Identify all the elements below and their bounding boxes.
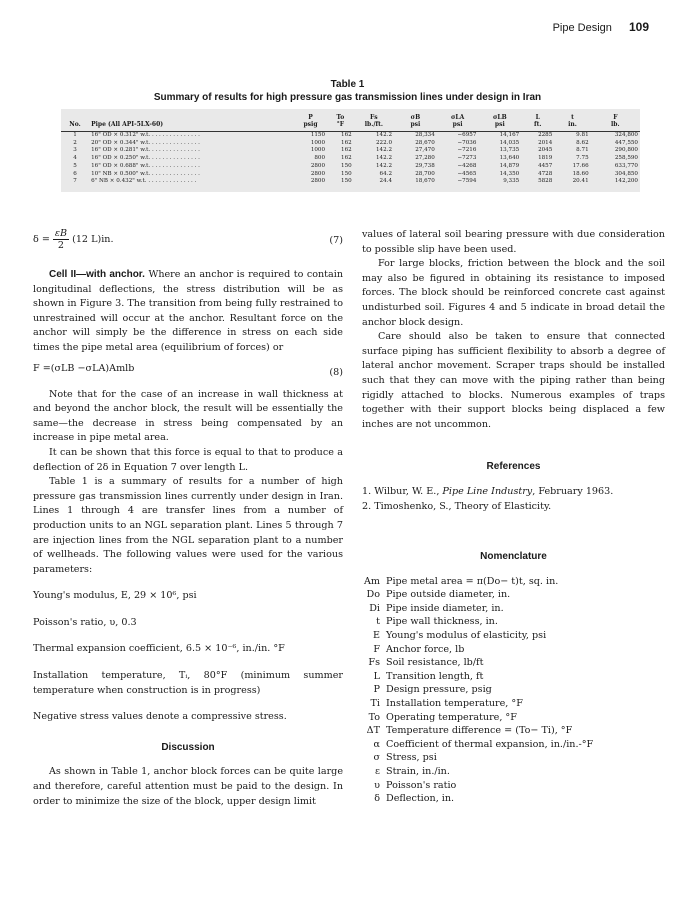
running-title: Pipe Design	[552, 22, 612, 34]
column-header: P psig	[294, 109, 327, 132]
eq7-number: (7)	[329, 235, 343, 246]
table-cell: 24.4	[379, 178, 393, 185]
equation-7	[33, 228, 343, 260]
nomenclature-item	[362, 588, 665, 602]
table-row	[61, 155, 640, 163]
table-cell: 1150	[310, 132, 326, 138]
table-cell: 29,738	[415, 162, 435, 169]
table-cell: 2045	[538, 147, 553, 154]
column-header: σB psi	[394, 109, 437, 132]
table-row	[61, 132, 640, 140]
nomenclature-symbol: E	[372, 630, 380, 642]
table-cell: 9.81	[576, 132, 589, 138]
table-cell: 14,167	[499, 132, 520, 138]
nomenclature-symbol: Di	[369, 602, 380, 614]
nomenclature-symbol: P	[373, 684, 380, 696]
note-paragraph: Note that for the case of an increase in wall thickness at and beyond the anchor block, the result will be essentially the same—the decrease in stress being compensated by an increase in pipe metal area.	[33, 388, 343, 444]
force-paragraph: It can be shown that this force is equal to that to produce a deflection of 2δ in Equation 7 over length L.	[33, 446, 343, 473]
eq7-fraction	[53, 228, 69, 251]
nomenclature-definition: Pipe outside diameter, in.	[386, 589, 511, 601]
nomenclature-symbol: t	[376, 616, 380, 628]
column-header: t in.	[554, 109, 590, 132]
nomenclature-symbol: ΔT	[366, 725, 380, 737]
nomenclature-definition: Temperature difference = (To− Ti), °F	[386, 725, 573, 737]
nomenclature-definition: Poisson's ratio	[386, 779, 457, 791]
table-cell: 18.60	[572, 170, 589, 177]
table-cell: 4457	[538, 162, 553, 169]
table-cell: 142.2	[376, 132, 393, 138]
nomenclature-item	[362, 575, 665, 589]
table-cell: 18,670	[415, 178, 435, 185]
table-cell: 162	[341, 132, 352, 138]
table-cell: −7036	[457, 139, 477, 146]
table-cell: 150	[341, 170, 352, 177]
table-row	[61, 140, 640, 148]
nomenclature-item	[362, 629, 665, 643]
table-cell: 5828	[538, 178, 553, 185]
nomenclature-symbol: Do	[366, 589, 380, 601]
equation-8	[33, 362, 343, 388]
table-cell: 162	[341, 147, 352, 154]
nomenclature-definition: Pipe wall thickness, in.	[386, 616, 498, 628]
nomenclature-symbol: υ	[374, 779, 380, 791]
table-cell: 222.0	[376, 139, 393, 146]
nomenclature-definition: Pipe inside diameter, in.	[386, 602, 504, 614]
table-cell: 9,335	[503, 178, 520, 185]
nomenclature-symbol: σ	[373, 752, 380, 764]
eq7-lhs: δ =	[33, 234, 50, 245]
nomenclature-symbol: To	[368, 711, 380, 723]
running-header	[553, 20, 649, 34]
cell2-text: Where an anchor is required to contain longitudinal deflections, the stress distribution will be as shown in Figure 3. The transition from being fully restrained to unrestrained will occur at the anchor. Resultant force on the anchor will simply be the difference in stress on each side times the pipe metal area (equilibrium of forces) or	[33, 269, 344, 353]
nomenclature-symbol: F	[373, 643, 380, 655]
nomenclature-definition: Anchor force, lb	[386, 643, 465, 655]
eq7-denominator: 2	[57, 240, 65, 251]
table-summary-paragraph: Table 1 is a summary of results for a number of high pressure gas transmission lines currently under design in Iran. Lines 1 through 4 are transfer lines from a number of production units to an NGL separation plant. Lines 5 through 7 are injection lines from the NGL separation plant to a number of wellheads. The following values were used for the various parameters:	[33, 476, 343, 575]
table-cell: 7	[73, 178, 77, 185]
nomenclature-symbol: α	[373, 738, 380, 750]
discussion-paragraph: As shown in Table 1, anchor block forces can be quite large and therefore, careful attention must be paid to the design. In order to minimize the size of the block, upper design limit	[33, 766, 343, 807]
table-cell: 13,735	[499, 147, 520, 154]
nomenclature-heading: Nomenclature	[480, 551, 547, 563]
table-cell: 1	[73, 132, 77, 138]
left-column	[33, 228, 343, 809]
table-cell: 1000	[310, 147, 326, 154]
table-row	[61, 171, 640, 179]
large-blocks-paragraph: For large blocks, friction between the block and the soil may also be figured in obtaining its resistance to imposed forces. The block should be reinforced concrete cast against undisturbed soil. Figures 4 and 5 indicate in broad detail the anchor block design.	[362, 258, 665, 328]
table-cell: 1819	[538, 155, 553, 162]
table-cell: 2800	[310, 178, 326, 185]
table-cell: −7273	[457, 155, 477, 162]
table-cell: 142.2	[376, 147, 393, 154]
nomenclature-item	[362, 656, 665, 670]
table-cell: −4565	[457, 170, 477, 177]
nomenclature-definition: Young's modulus of elasticity, psi	[386, 630, 547, 642]
results-table	[61, 109, 640, 192]
table-cell: −7216	[457, 147, 477, 154]
table-cell: 28,334	[415, 132, 435, 138]
column-header: No.	[61, 109, 89, 132]
nomenclature-definition: Installation temperature, °F	[386, 698, 523, 710]
nomenclature-symbol: Fs	[368, 657, 380, 669]
table-cell: 6	[73, 170, 77, 177]
page-number: 109	[628, 20, 649, 34]
column-header: σLB psi	[478, 109, 521, 132]
table-cell: 447,550	[614, 139, 638, 146]
table-cell: 162	[341, 139, 352, 146]
table-cell: 4	[73, 155, 77, 162]
nomenclature-definition: Operating temperature, °F	[386, 711, 517, 723]
table-cell: 800	[314, 155, 326, 162]
discussion-heading: Discussion	[161, 741, 215, 753]
table-cell: 27,280	[415, 155, 435, 162]
table-cell: 2285	[538, 132, 553, 138]
column-header: Fs lb./ft.	[354, 109, 394, 132]
nomenclature-definition: Coefficient of thermal expansion, in./in.-°F	[386, 738, 594, 750]
table-cell: 16" OD × 0.688" w.t. . . . . . . . . . . . . . .	[91, 162, 200, 169]
column-header: Pipe (All API-5LX-60)	[89, 109, 294, 132]
table-cell: 2800	[310, 170, 326, 177]
param-thermal-expansion: Thermal expansion coefficient, 6.5 × 10⁻⁶, in./in. °F	[33, 643, 285, 655]
nomenclature-item	[362, 765, 665, 779]
table-cell: −7594	[457, 178, 477, 185]
table-cell: 142.2	[376, 162, 393, 169]
table-cell: 142,200	[614, 178, 638, 185]
nomenclature-item	[362, 643, 665, 657]
table-row	[61, 163, 640, 171]
table-cell: 2	[73, 139, 77, 146]
table-cell: 3	[73, 147, 77, 154]
table-cell: 2800	[310, 162, 326, 169]
cell2-heading: Cell II—with anchor.	[49, 269, 145, 280]
nomenclature-definition: Deflection, in.	[386, 793, 455, 805]
care-paragraph: Care should also be taken to ensure that connected surface piping has sufficient flexibility to absorb a degree of lateral anchor movement. Scraper traps should be installed such that they can move with the piping rather than being rigidly attached to blocks. Numerous examples of traps together with their support blocks being displaced a few inches are not uncommon.	[362, 331, 665, 430]
nomenclature-item	[362, 738, 665, 752]
table-cell: 64.2	[379, 170, 393, 177]
param-installation-temperature: Installation temperature, Tᵢ, 80°F (minimum summer temperature when construction is in progress)	[33, 670, 343, 696]
table-cell: 14,350	[499, 170, 520, 177]
nomenclature-definition: Design pressure, psig	[386, 684, 492, 696]
table-cell: 14,879	[499, 162, 520, 169]
reference-journal: Pipe Line Industry	[442, 485, 533, 497]
values-paragraph: values of lateral soil bearing pressure with due consideration to possible slip have been used.	[362, 229, 665, 255]
table-row	[61, 178, 640, 192]
column-header: L ft.	[521, 109, 554, 132]
nomenclature-item	[362, 751, 665, 765]
nomenclature-definition: Pipe metal area = π(Do− t)t, sq. in.	[386, 575, 559, 587]
table-cell: 8.71	[576, 147, 589, 154]
eq7-rhs: (12 L)in.	[72, 234, 114, 245]
table-header	[61, 109, 640, 132]
table-cell: 150	[341, 162, 352, 169]
table-cell: 16" OD × 0.281" w.t. . . . . . . . . . . . . . .	[91, 147, 200, 154]
table-cell: 324,800	[614, 132, 638, 138]
right-column	[362, 228, 665, 806]
nomenclature-item	[362, 615, 665, 629]
references-heading: References	[486, 461, 541, 473]
table-cell: 4728	[538, 170, 553, 177]
nomenclature-item	[362, 683, 665, 697]
nomenclature-symbol: L	[373, 670, 380, 682]
table-cell: 20" OD × 0.344" w.t. . . . . . . . . . . . . . .	[91, 139, 200, 146]
table-cell: 258,590	[614, 155, 638, 162]
nomenclature-symbol: ε	[375, 766, 380, 777]
column-header: To °F	[327, 109, 354, 132]
table-cell: 290,800	[614, 147, 638, 154]
table-cell: 5	[73, 162, 77, 169]
table-cell: 17.66	[572, 162, 589, 169]
table-cell: 27,470	[415, 147, 435, 154]
nomenclature-definition: Soil resistance, lb/ft	[386, 657, 484, 669]
table-cell: 16" OD × 0.250" w.t. . . . . . . . . . . . . . .	[91, 155, 200, 162]
table-cell: −6957	[457, 132, 477, 138]
param-negative-stress: Negative stress values denote a compressive stress.	[33, 711, 287, 723]
nomenclature-symbol: δ	[374, 793, 380, 805]
eq8-number: (8)	[329, 366, 343, 378]
param-poisson-ratio: Poisson's ratio, υ, 0.3	[33, 616, 137, 628]
table-cell: 142.2	[376, 155, 393, 162]
param-youngs-modulus: Young's modulus, E, 29 × 10⁶, psi	[33, 590, 197, 602]
nomenclature-item	[362, 792, 665, 806]
column-header: σLA psi	[437, 109, 479, 132]
cell2-paragraph	[33, 268, 343, 356]
nomenclature-item	[362, 779, 665, 793]
eq7-numerator: εB	[54, 228, 68, 239]
reference-item: 1. Wilbur, W. E., Pipe Line Industry, February 1963.	[362, 485, 614, 497]
table-cell: 2014	[538, 139, 553, 146]
table-cell: 16" OD × 0.312" w.t. . . . . . . . . . . . . . .	[91, 132, 200, 138]
table-cell: 20.41	[572, 178, 589, 185]
table-cell: 14,035	[499, 139, 520, 146]
table-body	[61, 132, 640, 192]
table-cell: 6" NB × 0.432" w.t. . . . . . . . . . . . . . .	[91, 178, 197, 185]
references-list	[362, 485, 665, 514]
table-cell: 8.62	[576, 139, 589, 146]
table-cell: 1000	[310, 139, 326, 146]
table-caption-text: Summary of results for high pressure gas transmission lines under design in Iran	[153, 92, 542, 103]
nomenclature-list	[362, 575, 665, 806]
table-cell: 28,670	[415, 139, 435, 146]
table-cell: −4268	[457, 162, 477, 169]
table-cell: 28,700	[415, 170, 435, 177]
nomenclature-definition: Transition length, ft	[386, 670, 484, 682]
nomenclature-item	[362, 602, 665, 616]
table-cell: 10" NB × 0.500" w.t. . . . . . . . . . . . . . .	[91, 170, 200, 177]
eq8-text: F =(σLB −σLA)Amlb	[33, 362, 135, 374]
table-cell: 7.75	[576, 155, 589, 162]
nomenclature-item	[362, 670, 665, 684]
table-cell: 13,640	[499, 155, 520, 162]
nomenclature-symbol: Ti	[370, 698, 380, 710]
nomenclature-definition: Strain, in./in.	[386, 766, 450, 777]
table-cell: 633,770	[614, 162, 638, 169]
nomenclature-item	[362, 724, 665, 738]
column-header: F lb.	[591, 109, 640, 132]
reference-item: 2. Timoshenko, S., Theory of Elasticity.	[362, 500, 552, 512]
table-row	[61, 147, 640, 155]
table-cell: 162	[341, 155, 352, 162]
nomenclature-item	[362, 697, 665, 711]
table-caption-title: Table 1	[330, 79, 365, 90]
nomenclature-symbol: Am	[363, 575, 380, 587]
nomenclature-definition: Stress, psi	[386, 752, 437, 764]
table-cell: 150	[341, 178, 352, 185]
nomenclature-item	[362, 711, 665, 725]
table-cell: 304,850	[614, 170, 638, 177]
